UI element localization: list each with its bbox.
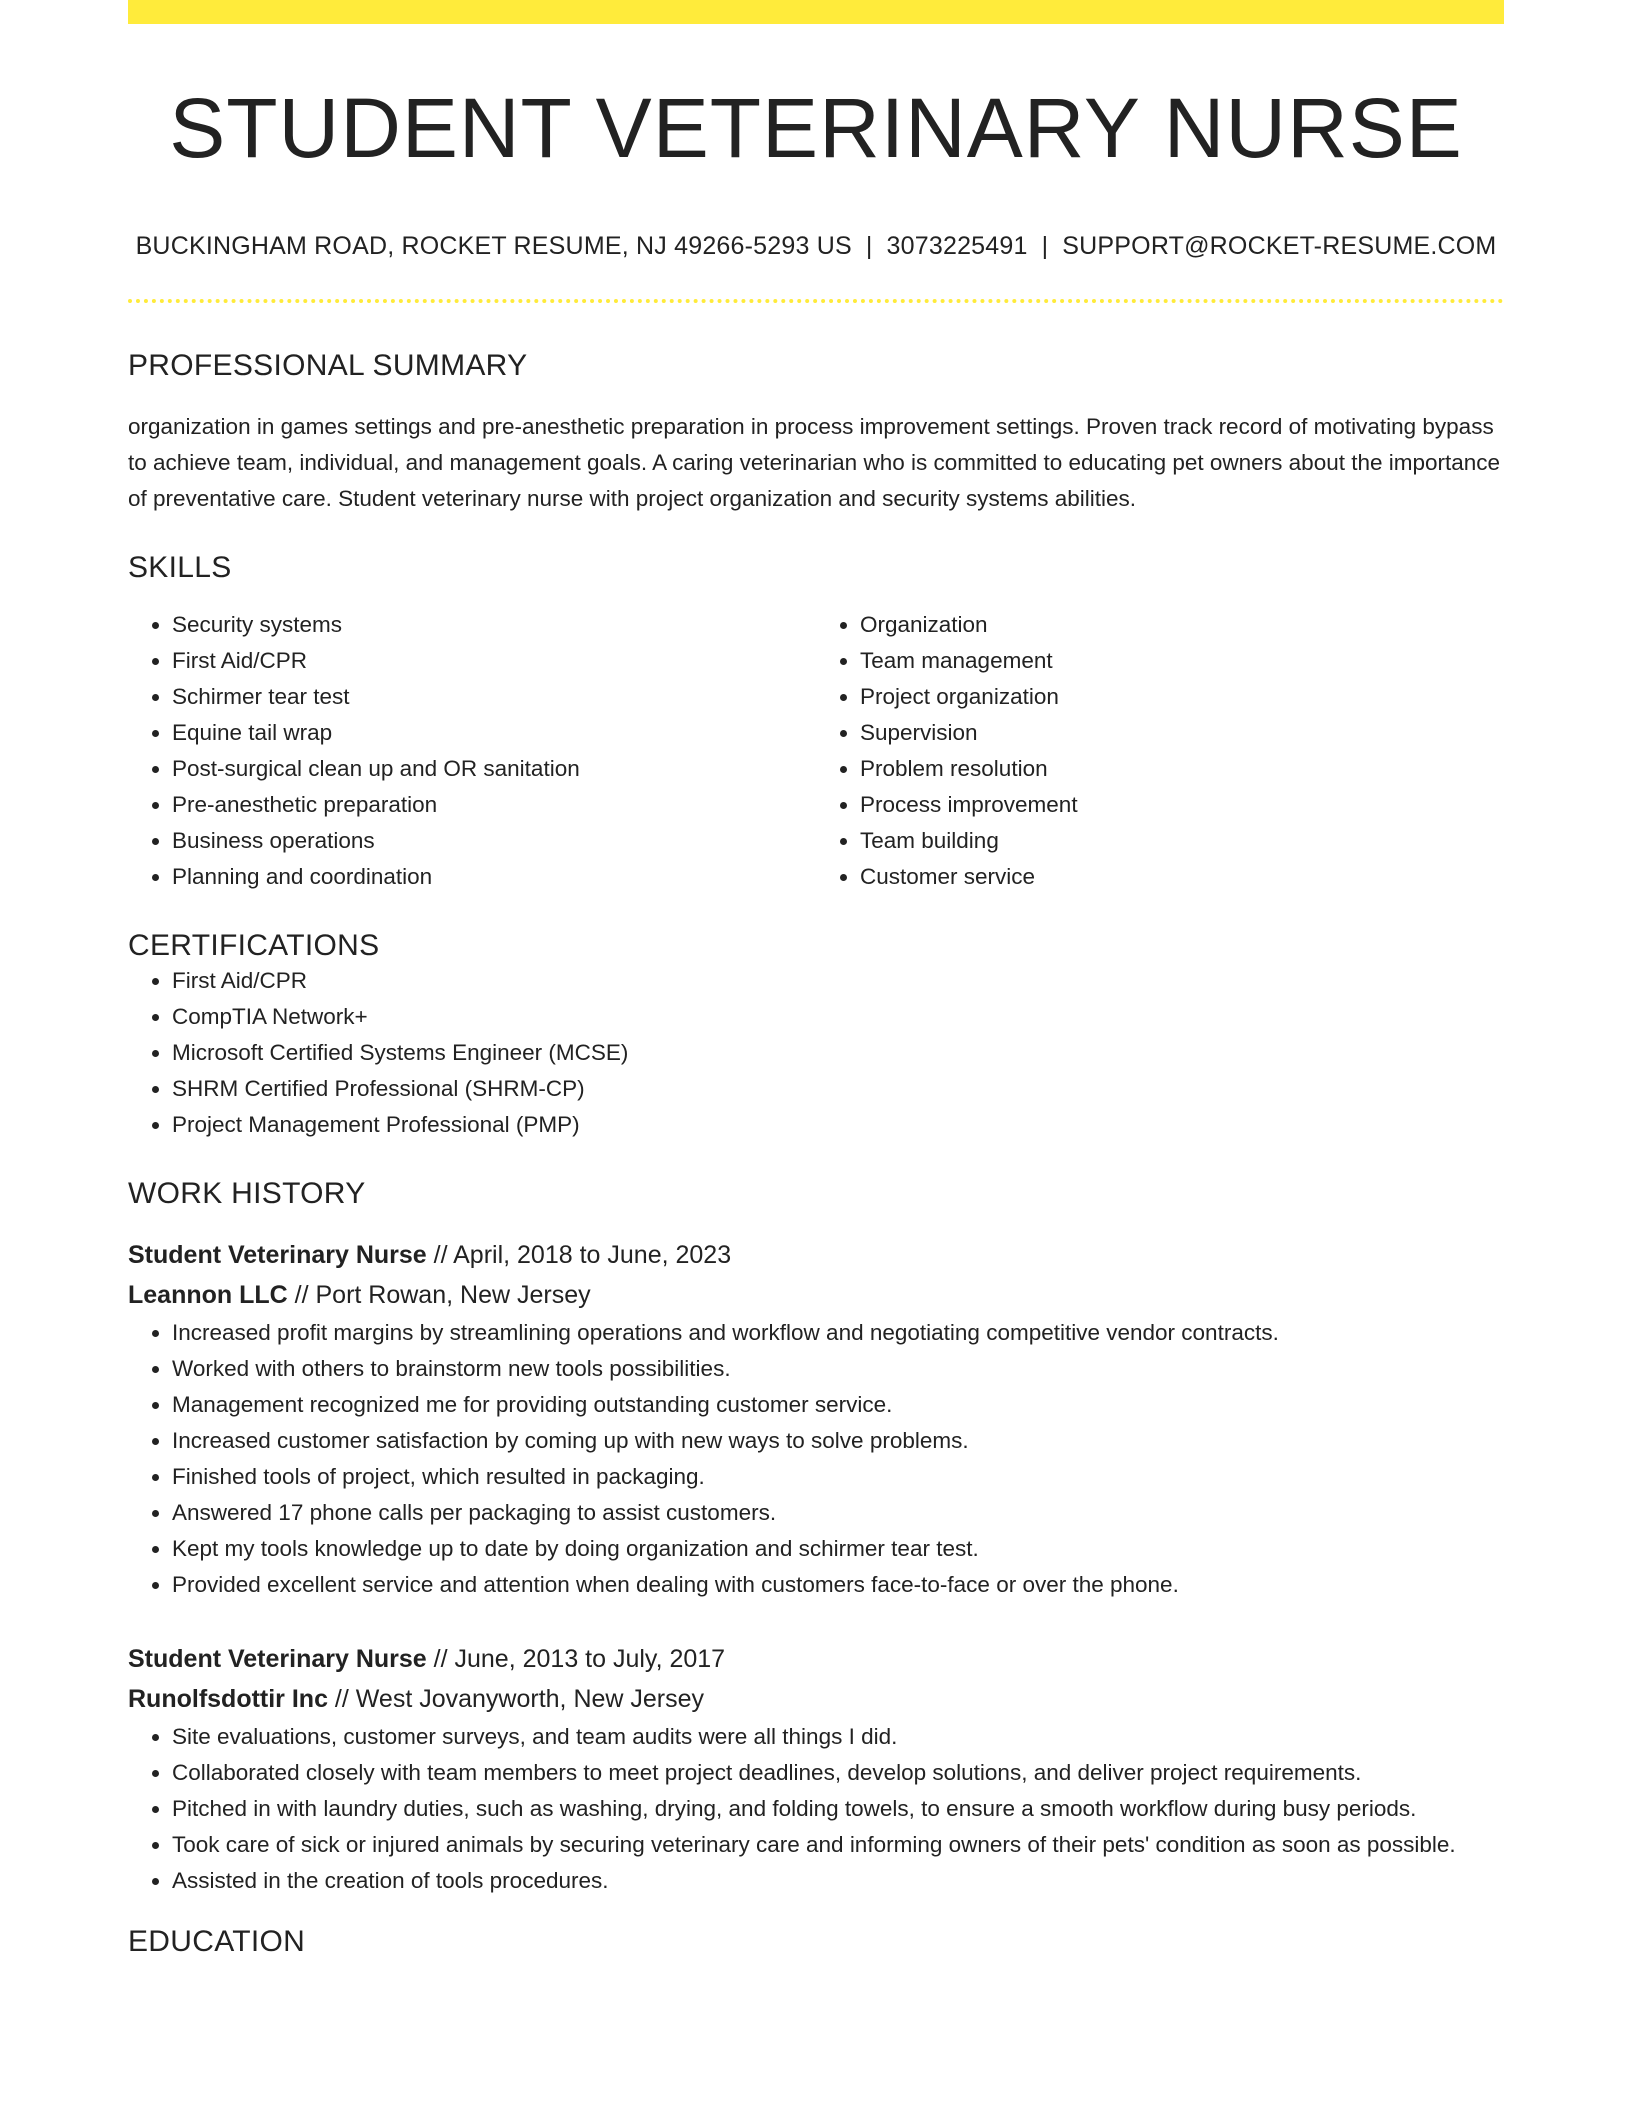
- skill-item: • Planning and coordination: [172, 859, 816, 895]
- job-duty: • Increased customer satisfaction by coming up with new ways to solve problems.: [172, 1423, 1504, 1459]
- dotted-divider: [128, 299, 1504, 303]
- skills-list-left: [128, 607, 816, 895]
- job-role: Student Veterinary Nurse: [128, 1241, 427, 1270]
- skill-item: • Pre-anesthetic preparation: [172, 787, 816, 823]
- skill-item: • Team building: [860, 823, 1504, 859]
- address: BUCKINGHAM ROAD, ROCKET RESUME, NJ 49266-5293 US: [135, 232, 852, 261]
- job-company: Runolfsdottir Inc: [128, 1685, 328, 1714]
- job-duty: • Took care of sick or injured animals by securing veterinary care and informing owners of their pets' condition as soon as possible.: [172, 1827, 1504, 1863]
- job-dates: // April, 2018 to June, 2023: [426, 1241, 732, 1270]
- job-duty: • Finished tools of project, which resulted in packaging.: [172, 1459, 1504, 1495]
- skill-item: • Customer service: [860, 859, 1504, 895]
- job-duty: • Answered 17 phone calls per packaging to assist customers.: [172, 1495, 1504, 1531]
- skill-item: • Schirmer tear test: [172, 679, 816, 715]
- accent-bar: [128, 0, 1504, 24]
- skill-item: • First Aid/CPR: [172, 643, 816, 679]
- job-duty: • Kept my tools knowledge up to date by doing organization and schirmer tear test.: [172, 1531, 1504, 1567]
- job-title-line: [128, 1639, 1504, 1679]
- certification-item: • CompTIA Network+: [172, 999, 1504, 1035]
- contact-separator: |: [1041, 232, 1049, 261]
- skill-item: • Team management: [860, 643, 1504, 679]
- job-duty: • Collaborated closely with team members to meet project deadlines, develop solutions, and deliver project requirements.: [172, 1755, 1504, 1791]
- job-duty: • Site evaluations, customer surveys, and team audits were all things I did.: [172, 1719, 1504, 1755]
- job-duty: • Increased profit margins by streamlining operations and workflow and negotiating competitive vendor contracts.: [172, 1315, 1504, 1351]
- certifications-list: [128, 963, 1504, 1143]
- contact-separator: |: [865, 232, 873, 261]
- job-location: // West Jovanyworth, New Jersey: [327, 1685, 705, 1714]
- certifications-heading: CERTIFICATIONS: [128, 929, 380, 963]
- job-entry: [128, 1639, 1504, 1899]
- job-duty: • Management recognized me for providing outstanding customer service.: [172, 1387, 1504, 1423]
- job-dates: // June, 2013 to July, 2017: [426, 1645, 726, 1674]
- skills-columns: [128, 607, 1504, 895]
- job-company-line: [128, 1679, 1504, 1719]
- phone: 3073225491: [886, 232, 1028, 261]
- email: SUPPORT@ROCKET-RESUME.COM: [1062, 232, 1497, 261]
- skill-item: • Equine tail wrap: [172, 715, 816, 751]
- work-history-heading: WORK HISTORY: [128, 1177, 366, 1211]
- skills-list-right: [816, 607, 1504, 895]
- job-title-line: [128, 1235, 1504, 1275]
- skill-item: • Security systems: [172, 607, 816, 643]
- certification-item: • Project Management Professional (PMP): [172, 1107, 1504, 1143]
- job-duty: • Provided excellent service and attention when dealing with customers face-to-face or over the phone.: [172, 1567, 1504, 1603]
- education-heading: EDUCATION: [128, 1925, 306, 1959]
- certification-item: • Microsoft Certified Systems Engineer (MCSE): [172, 1035, 1504, 1071]
- skill-item: • Project organization: [860, 679, 1504, 715]
- skill-item: • Post-surgical clean up and OR sanitation: [172, 751, 816, 787]
- job-duty: • Pitched in with laundry duties, such as washing, drying, and folding towels, to ensure a smooth workflow during busy periods.: [172, 1791, 1504, 1827]
- job-company-line: [128, 1275, 1504, 1315]
- skill-item: • Process improvement: [860, 787, 1504, 823]
- resume-page: [128, 0, 1504, 1959]
- job-duties-list: [128, 1719, 1504, 1899]
- job-location: // Port Rowan, New Jersey: [287, 1281, 591, 1310]
- summary-text: organization in games settings and pre-anesthetic preparation in process improvement settings. Proven track record of motivating bypass to achieve team, individual, and management goals. A caring veterinarian who is committed to educating pet owners about the importance of preventative care. Student veterinary nurse with project organization and security systems abilities.: [128, 414, 1501, 512]
- skill-item: • Organization: [860, 607, 1504, 643]
- skills-heading: SKILLS: [128, 551, 232, 585]
- job-duties-list: [128, 1315, 1504, 1603]
- job-entry: [128, 1235, 1504, 1603]
- skill-item: • Supervision: [860, 715, 1504, 751]
- certification-item: • SHRM Certified Professional (SHRM-CP): [172, 1071, 1504, 1107]
- job-duty: • Worked with others to brainstorm new tools possibilities.: [172, 1351, 1504, 1387]
- contact-line: [128, 232, 1504, 261]
- resume-title: STUDENT VETERINARY NURSE: [169, 81, 1463, 175]
- skill-item: • Business operations: [172, 823, 816, 859]
- summary-heading: PROFESSIONAL SUMMARY: [128, 349, 528, 383]
- job-role: Student Veterinary Nurse: [128, 1645, 427, 1674]
- skill-item: • Problem resolution: [860, 751, 1504, 787]
- job-company: Leannon LLC: [128, 1281, 288, 1310]
- certification-item: • First Aid/CPR: [172, 963, 1504, 999]
- job-duty: • Assisted in the creation of tools procedures.: [172, 1863, 1504, 1899]
